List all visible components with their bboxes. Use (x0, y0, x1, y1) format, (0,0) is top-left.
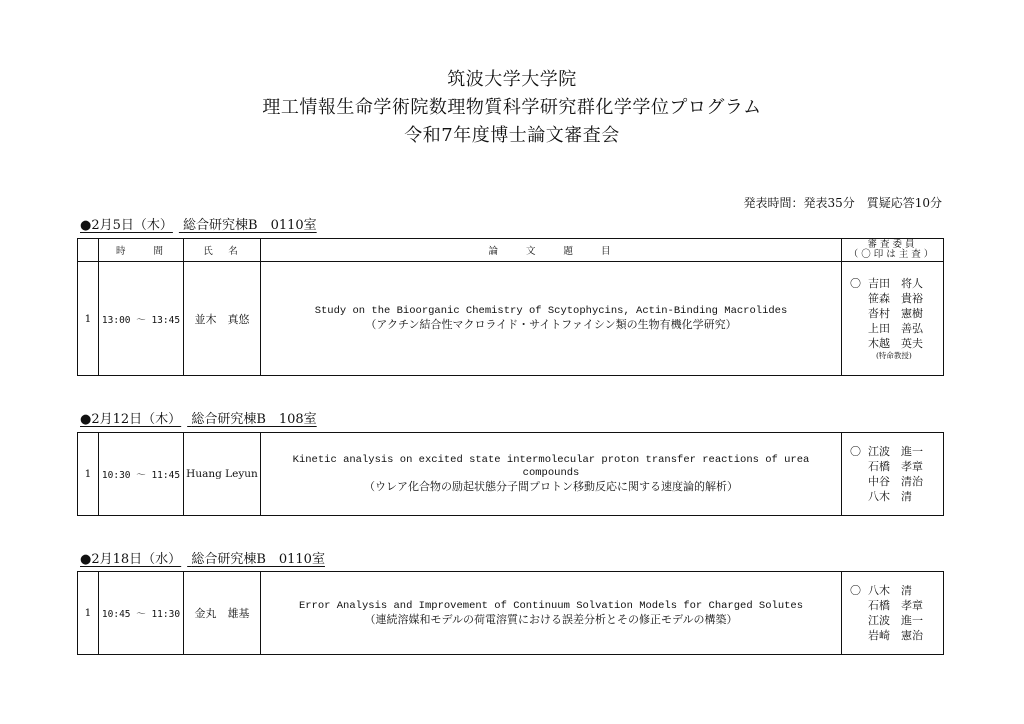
committee-member (850, 583, 943, 598)
presentation-time-note: 発表時間：発表35分 質疑応答10分 (743, 196, 942, 210)
section-place: 総合研究棟B 108室 (191, 412, 317, 427)
document-title (0, 66, 1024, 150)
section-1-heading (80, 214, 323, 233)
row-name: 並木 真悠 (184, 262, 261, 376)
row-committee (842, 572, 944, 655)
header-committee-label: 審査委員 (867, 239, 918, 250)
row-no: 1 (78, 433, 99, 516)
row-time: 13:00 ～ 13:45 (99, 262, 184, 376)
member-name: 木越 英夫 (868, 337, 923, 350)
section-2-heading (80, 408, 323, 427)
committee-member (850, 321, 943, 336)
header-committee (842, 239, 944, 262)
header-committee-sub: （〇印は主査） (848, 249, 937, 260)
member-name: 沓村 憲樹 (868, 307, 923, 320)
event-name: 令和7年度博士論文審査会 (404, 125, 620, 146)
schedule-table-3 (77, 571, 944, 655)
section-date: ●2月12日（木） (80, 412, 182, 427)
row-name: Huang Leyun (184, 433, 261, 516)
title-english: Study on the Bioorganic Chemistry of Scytophycins, Actin-Binding Macrolides (314, 305, 788, 317)
row-time: 10:30 ～ 11:45 (99, 433, 184, 516)
chair-mark: 〇 (850, 277, 861, 290)
section-date: ●2月5日（木） (80, 218, 173, 233)
program-name: 理工情報生命学術院数理物質科学研究群化学学位プログラム (262, 97, 762, 118)
title-english: Error Analysis and Improvement of Continuum Solvation Models for Charged Solutes (298, 599, 804, 612)
table-row (78, 572, 944, 655)
row-no: 1 (78, 572, 99, 655)
section-place: 総合研究棟B 0110室 (191, 552, 325, 567)
member-special-note: (特命教授) (876, 351, 912, 360)
section-3-heading (80, 548, 331, 567)
row-title (261, 433, 842, 516)
member-name: 江波 進一 (868, 445, 923, 458)
header-name: 氏 名 (184, 239, 261, 262)
member-name: 上田 善弘 (868, 322, 923, 335)
table-header-row (78, 239, 944, 262)
row-time: 10:45 ～ 11:30 (99, 572, 184, 655)
row-title (261, 572, 842, 655)
row-no: 1 (78, 262, 99, 376)
committee-member (850, 613, 943, 628)
section-date: ●2月18日（水） (80, 552, 182, 567)
table-row (78, 262, 944, 376)
member-name: 石橋 孝章 (868, 460, 923, 473)
member-name: 八木 清 (868, 584, 912, 597)
committee-member (850, 336, 943, 351)
row-committee (842, 433, 944, 516)
member-name: 岩崎 憲治 (868, 629, 923, 642)
header-title: 論 文 題 目 (261, 239, 842, 262)
schedule-table-1 (77, 238, 944, 376)
title-japanese: （ウレア化合物の励起状態分子間プロトン移動反応に関する速度論的解析） (364, 480, 738, 493)
member-name: 中谷 清治 (868, 475, 923, 488)
committee-member (850, 276, 943, 291)
schedule-table-2 (77, 432, 944, 516)
university-name: 筑波大学大学院 (447, 69, 577, 90)
row-title (261, 262, 842, 376)
member-name: 石橋 孝章 (868, 599, 923, 612)
title-english: Kinetic analysis on excited state intermolecular proton transfer reactions of urea compounds (292, 454, 810, 479)
member-name: 吉田 将人 (868, 277, 923, 290)
committee-list (842, 583, 943, 643)
committee-member (850, 628, 943, 643)
member-name: 笹森 貴裕 (868, 292, 923, 305)
member-name: 八木 清 (868, 490, 912, 503)
committee-list (842, 444, 943, 504)
member-name: 江波 進一 (868, 614, 923, 627)
committee-member (850, 459, 943, 474)
row-name: 金丸 雄基 (184, 572, 261, 655)
committee-member (850, 444, 943, 459)
title-japanese: （アクチン結合性マクロライド・サイトファイシン類の生物有機化学研究） (365, 318, 737, 331)
committee-member (850, 489, 943, 504)
chair-mark: 〇 (850, 445, 861, 458)
committee-member (850, 306, 943, 321)
header-time: 時 間 (99, 239, 184, 262)
committee-member (850, 474, 943, 489)
section-place: 総合研究棟B 0110室 (183, 218, 317, 233)
row-committee (842, 262, 944, 376)
title-japanese: （連続溶媒和モデルの荷電溶質における誤差分析とその修正モデルの構築） (364, 612, 738, 626)
table-row (78, 433, 944, 516)
committee-list (842, 276, 943, 351)
committee-member (850, 291, 943, 306)
committee-member (850, 598, 943, 613)
header-no (78, 239, 99, 262)
chair-mark: 〇 (850, 584, 861, 597)
